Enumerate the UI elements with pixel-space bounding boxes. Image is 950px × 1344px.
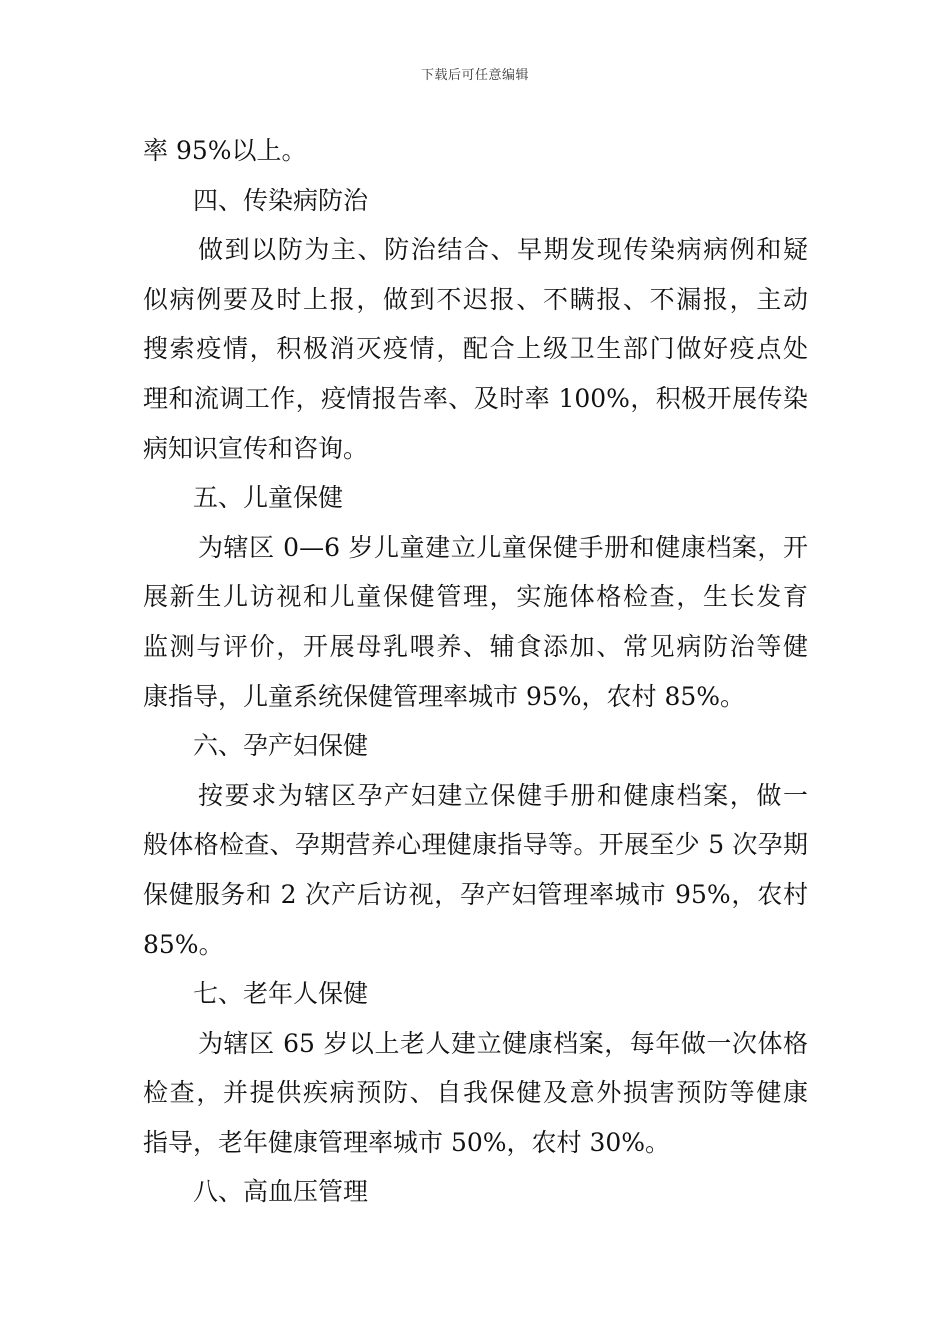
text-line: 率 95%以上。 [143,136,307,165]
section-heading-7: 七、老年人保健 [193,979,369,1009]
text-line: 般体格检查、孕期营养心理健康指导等。开展至少 5 次孕期 [143,830,808,860]
text-line: 展新生儿访视和儿童保健管理，实施体格检查，生长发育 [143,582,808,612]
text-line: 按要求为辖区孕产妇建立保健手册和健康档案，做一 [198,780,808,810]
document-body [143,126,808,1217]
text-line: 85%。 [143,929,224,959]
section-heading-4: 四、传染病防治 [193,185,369,215]
text-line: 搜索疫情，积极消灭疫情，配合上级卫生部门做好疫点处 [143,334,808,364]
text-line: 检查，并提供疾病预防、自我保健及意外损害预防等健康 [143,1078,808,1108]
section-heading-6: 六、孕产妇保健 [193,731,369,761]
page-header: 下载后可任意编辑 [420,68,529,83]
text-line: 指导，老年健康管理率城市 50%，农村 30%。 [143,1127,671,1157]
text-line: 为辖区 0—6 岁儿童建立儿童保健手册和健康档案，开 [198,532,808,562]
text-line: 做到以防为主、防治结合、早期发现传染病病例和疑 [198,235,808,265]
text-line: 保健服务和 2 次产后访视，孕产妇管理率城市 95%，农村 [143,879,808,909]
text-line: 似病例要及时上报，做到不迟报、不瞒报、不漏报，主动 [143,284,808,314]
text-line: 监测与评价，开展母乳喂养、辅食添加、常见病防治等健 [143,631,808,661]
text-line: 理和流调工作，疫情报告率、及时率 100%，积极开展传染 [143,383,808,413]
section-heading-8: 八、高血压管理 [193,1177,369,1207]
section-heading-5: 五、儿童保健 [193,483,344,513]
text-line: 病知识宣传和咨询。 [143,433,369,463]
text-line: 康指导，儿童系统保健管理率城市 95%，农村 85%。 [143,681,746,711]
text-line: 为辖区 65 岁以上老人建立健康档案，每年做一次体格 [198,1028,808,1058]
